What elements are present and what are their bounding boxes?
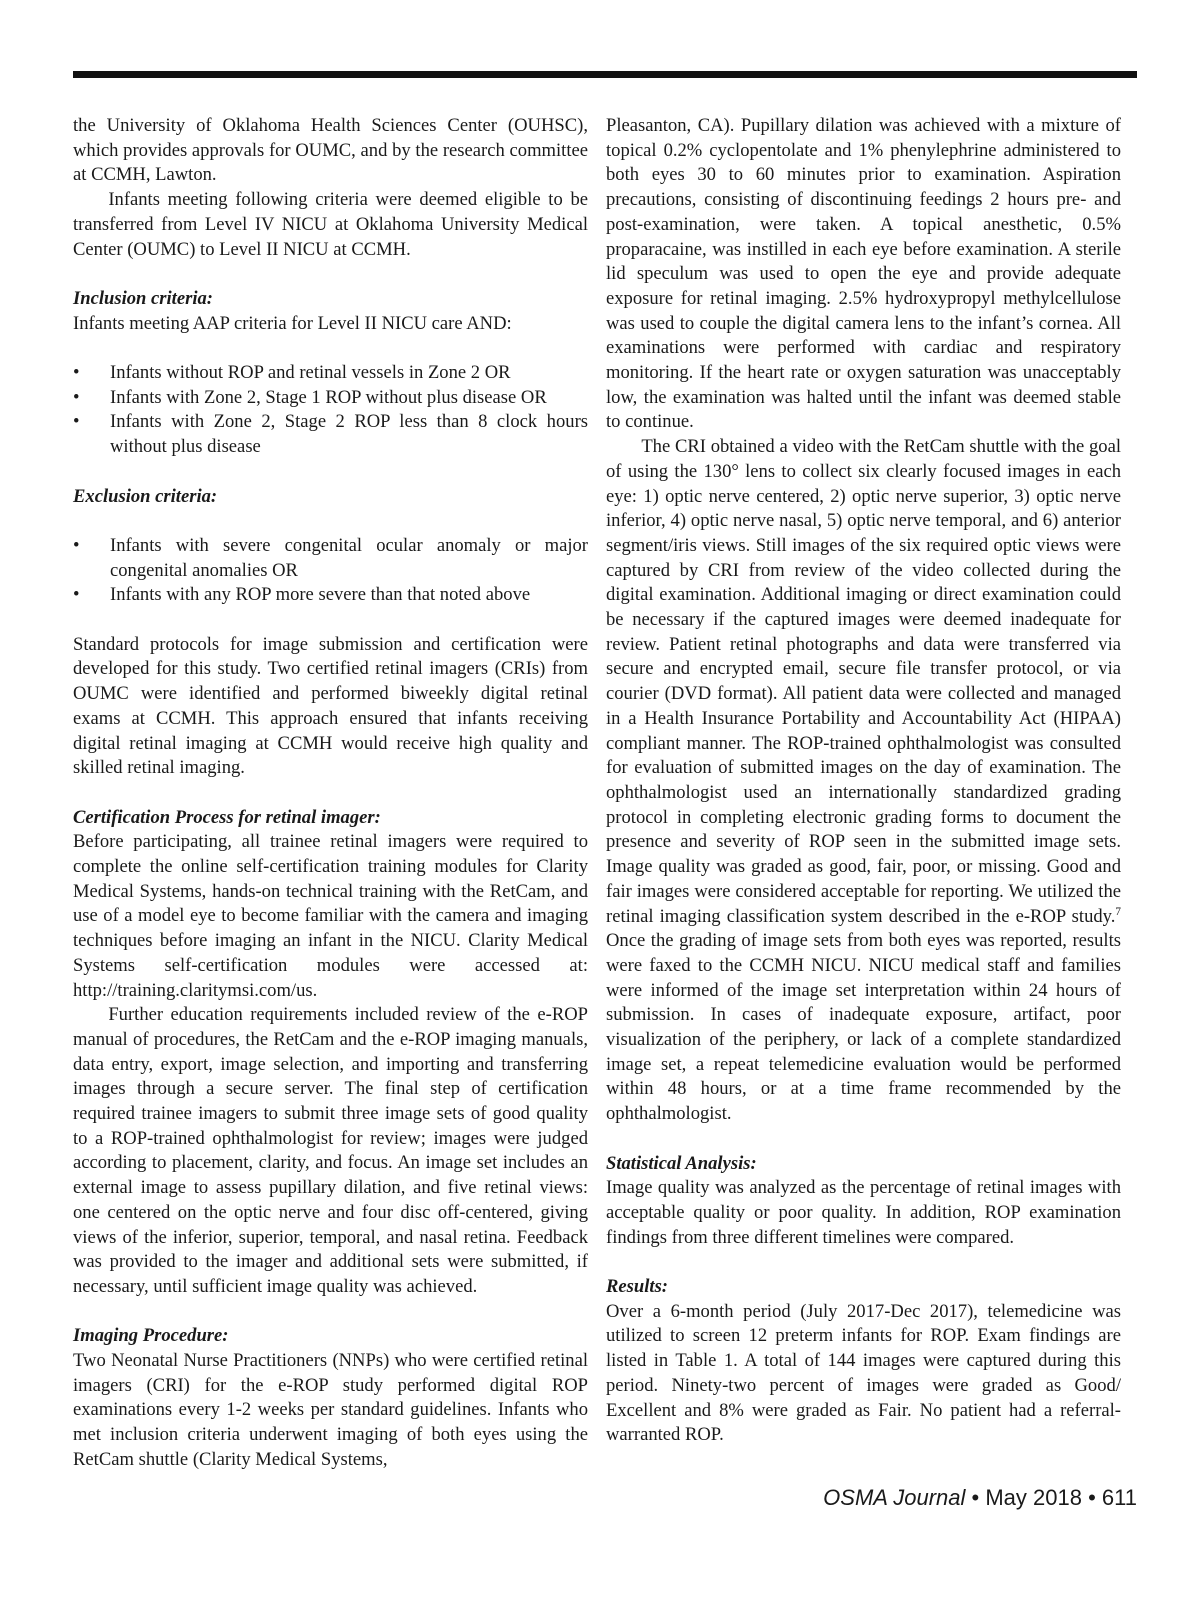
paragraph: Infants meeting following criteria were deemed eligible to be transferred from Level IV NICU at Oklahoma University Medical Center (OUMC) to Level II NICU at CCMH. <box>73 189 588 260</box>
page-number: 611 <box>1101 1485 1137 1510</box>
citation-superscript: 7 <box>1115 905 1121 918</box>
list-item: • Infants with Zone 2, Stage 1 ROP without plus disease OR <box>73 386 588 411</box>
footer-separator: • <box>965 1485 986 1510</box>
issue-date: May 2018 <box>985 1485 1082 1510</box>
paragraph: the University of Oklahoma Health Sciences Center (OUHSC), which provides approvals for OUMC, and by the research committee at CCMH, Lawton. <box>73 115 588 186</box>
section-heading-certification: Certification Process for retinal imager: <box>73 806 381 828</box>
list-item: • Infants with Zone 2, Stage 2 ROP less than 8 clock hours without plus disease <box>73 410 588 459</box>
paragraph: Two Neonatal Nurse Practitioners (NNPs) who were certified retinal imagers (CRI) for the e-ROP study performed digital ROP examinations every 1-2 weeks per standard guidelines. Infants who met inclusion criteria underwent imaging of both eyes using the RetCam shuttle (Clarity Medical Systems, <box>73 1350 588 1470</box>
paragraph: Before participating, all trainee retinal imagers were required to complete the online self-certification training modules for Clarity Medical Systems, hands-on technical training with the RetCam, and use of a model eye to become familiar with the camera and imaging techniques before imaging an infant in the NICU. Clarity Medical Systems self-certification modules were accessed at: http://training.claritymsi.com/us. <box>73 831 588 1001</box>
paragraph: Over a 6-month period (July 2017-Dec 2017), telemedicine was utilized to screen 12 preterm infants for ROP. Exam findings are listed in Table 1. A total of 144 images were captured during this period. Ninety-two percent of images were graded as Good/ Excellent and 8% were graded as Fair. No patient had a referral-warranted ROP. <box>606 1300 1121 1446</box>
paragraph <box>606 435 1121 1127</box>
footer-separator: • <box>1081 1485 1102 1510</box>
list-item: • Infants without ROP and retinal vessels in Zone 2 OR <box>73 361 588 386</box>
section-heading-exclusion: Exclusion criteria: <box>73 485 218 507</box>
list-item: • Infants with severe congenital ocular anomaly or major congenital anomalies OR <box>73 534 588 583</box>
section-heading-inclusion: Inclusion criteria: <box>73 287 213 309</box>
section-heading-results: Results: <box>606 1276 668 1298</box>
paragraph: Standard protocols for image submission and certification were developed for this study. Two certified retinal imagers (CRIs) from OUMC were identified and performed biweekly digital retinal exams at CCMH. This approach ensured that infants receiving digital retinal imaging at CCMH would receive high quality and skilled retinal imaging. <box>73 633 588 779</box>
exclusion-list <box>73 534 588 608</box>
section-heading-imaging: Imaging Procedure: <box>73 1325 229 1347</box>
header-rule <box>73 71 1137 78</box>
paragraph: Infants meeting AAP criteria for Level II NICU care AND: <box>73 312 512 334</box>
paragraph: Pleasanton, CA). Pupillary dilation was achieved with a mixture of topical 0.2% cyclopentolate and 1% phenylephrine administered to both eyes 30 to 60 minutes prior to examination. Aspiration precautions, consisting of discontinuing feedings 2 hours pre- and post-examination, were taken. A topical anesthetic, 0.5% proparacaine, was instilled in each eye before examination. A sterile lid speculum was used to open the eye and provide adequate exposure for retinal imaging. 2.5% hydroxypropyl methylcellulose was used to couple the digital camera lens to the infant’s cornea. All examinations were performed with cardiac and respiratory monitoring. If the heart rate or oxygen saturation was unacceptably low, the examination was halted until the infant was deemed stable to continue. <box>606 115 1121 433</box>
paragraph-text: The CRI obtained a video with the RetCam shuttle with the goal of using the 130° lens to collect six clearly focused images in each eye: 1) optic nerve centered, 2) optic nerve superior, 3) optic nerve inferior, 4) optic nerve nasal, 5) optic nerve temporal, and 6) anterior segment/iris views. Still images of the six required optic views were captured by CRI from review of the video collected during the digital examination. Additional imaging or direct examination could be necessary if the captured images were deemed inadequate for review. Patient retinal photographs and data were transferred via secure and encrypted email, secure file transfer protocol, or via courier (DVD format). All patient data were collected and managed in a Health Insurance Portability and Accountability Act (HIPAA) compliant manner. The ROP-trained ophthalmologist was consulted for evaluation of submitted images on the day of examination. The ophthalmologist used an internationally standardized grading protocol in completing electronic grading forms to document the presence and severity of ROP seen in the submitted image sets. Image quality was graded as good, fair, poor, or missing. Good and fair images were considered acceptable for reporting. We utilized the retinal imaging classification system described in the e-ROP study. <box>606 436 1121 927</box>
left-column <box>73 114 588 1473</box>
page-footer <box>823 1485 1137 1511</box>
right-column <box>606 114 1121 1448</box>
inclusion-list <box>73 361 588 460</box>
paragraph-text: Once the grading of image sets from both eyes was reported, results were faxed to the CCMH NICU. NICU medical staff and families were informed of the image set interpretation within 24 hours of submission. In cases of inadequate exposure, artifact, poor visualization of the periphery, or lack of a complete standardized image set, a repeat telemedicine evaluation would be performed within 48 hours, or at a time frame recommended by the ophthalmologist. <box>606 930 1121 1125</box>
paragraph: Image quality was analyzed as the percentage of retinal images with acceptable quality or poor quality. In addition, ROP examination findings from three different timelines were compared. <box>606 1177 1121 1248</box>
journal-name: OSMA Journal <box>823 1485 966 1510</box>
list-item: • Infants with any ROP more severe than that noted above <box>73 583 588 608</box>
section-heading-statistical: Statistical Analysis: <box>606 1152 757 1174</box>
paragraph: Further education requirements included review of the e-ROP manual of procedures, the RetCam and the e-ROP imaging manuals, data entry, export, image selection, and importing and transferring images through a secure server. The final step of certification required trainee imagers to submit three image sets of good quality to a ROP-trained ophthalmologist for review; images were judged according to placement, clarity, and focus. An image set includes an external image to assess pupillary dilation, and five retinal views: one centered on the optic nerve and four disc off-centered, giving views of the inferior, superior, temporal, and nasal retina. Feedback was provided to the imager and additional sets were submitted, if necessary, until sufficient image quality was achieved. <box>73 1004 588 1297</box>
